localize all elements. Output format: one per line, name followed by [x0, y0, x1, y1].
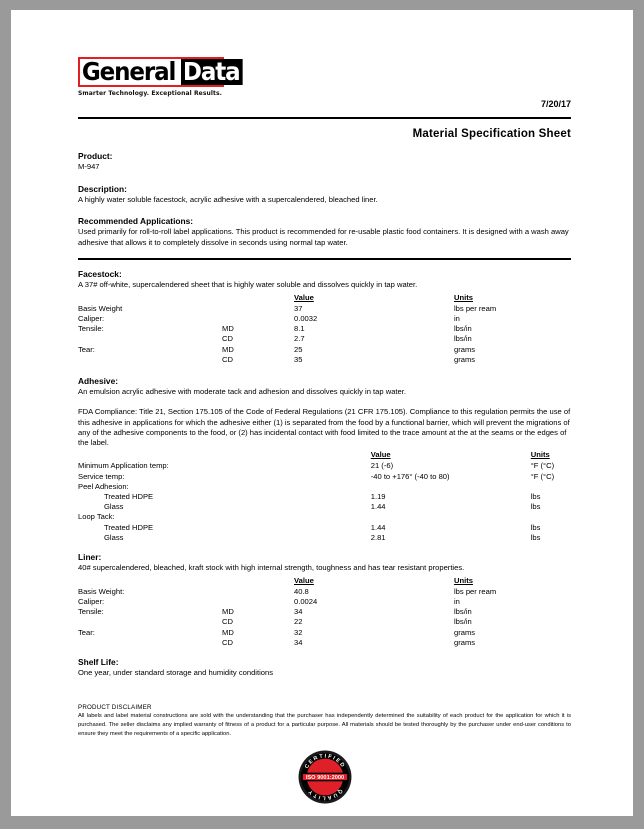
row-units: lbs/in [454, 324, 472, 334]
row-label: Treated HDPE [104, 522, 154, 532]
table-header-row [78, 450, 571, 461]
product-value: M-947 [78, 162, 100, 171]
row-value: 1.44 [370, 522, 386, 532]
table-row [78, 628, 571, 638]
row-value: 25 [294, 344, 303, 354]
table-row [78, 461, 571, 471]
table-row [78, 355, 571, 365]
row-units [531, 512, 571, 522]
iso-certification-seal-icon [298, 750, 352, 804]
row-direction [222, 587, 294, 597]
row-direction: CD [222, 617, 233, 627]
row-units: grams [454, 627, 476, 637]
table-header-row [78, 293, 571, 304]
shelf-life-text: One year, under standard storage and humidity conditions [78, 667, 274, 677]
row-value: 2.7 [294, 334, 305, 344]
disclaimer-title: PRODUCT DISCLAIMER [78, 704, 152, 712]
row-units: lbs [530, 492, 541, 502]
row-label: Peel Adhesion: [78, 481, 129, 491]
row-direction: CD [222, 334, 233, 344]
row-value: 21 (-6) [370, 461, 394, 471]
column-header-units: Units [454, 292, 473, 302]
column-header-value: Value [294, 575, 314, 585]
recommended-applications-text: Used primarily for roll-to-roll label applications. This product is recommended for re-usable plastic food containers. It is designed with a wash away adhesive that allows it to completely dissolve in seconds using normal tap water. [78, 227, 569, 247]
logo-word-data: Data [181, 59, 242, 85]
logo-word-general: General [81, 57, 176, 86]
row-value: 35 [294, 354, 303, 364]
row-label: Service temp: [78, 471, 125, 481]
description-heading: Description: [78, 183, 127, 194]
description-text: A highly water soluble facestock, acrylic adhesive with a supercalendered, bleached liner. [78, 194, 378, 204]
row-label: Basis Weight: [78, 586, 125, 596]
row-label [78, 355, 222, 365]
table-row [78, 502, 571, 512]
table-row [78, 512, 571, 522]
row-value: 34 [294, 607, 303, 617]
spacer-cell [78, 576, 222, 587]
row-units: lbs per ream [454, 303, 497, 313]
row-label: Tensile: [78, 324, 104, 334]
row-direction: CD [222, 637, 233, 647]
column-header-value: Value [294, 292, 314, 302]
row-units: lbs/in [454, 607, 472, 617]
table-header-row [78, 576, 571, 587]
row-units: lbs [530, 532, 541, 542]
row-direction [222, 597, 294, 607]
row-value: 22 [294, 617, 303, 627]
row-units: in [454, 596, 460, 606]
table-row [78, 324, 571, 334]
row-direction: MD [222, 324, 234, 334]
table-row [78, 587, 571, 597]
facestock-spec-table [78, 293, 571, 365]
row-value: 0.0024 [294, 596, 318, 606]
row-units: grams [454, 637, 476, 647]
column-header-units: Units [454, 575, 473, 585]
row-value: 1.44 [370, 502, 386, 512]
row-units: lbs per ream [454, 586, 497, 596]
row-units: lbs/in [454, 617, 472, 627]
adhesive-spec-table [78, 450, 571, 543]
row-label [78, 617, 222, 627]
row-label: Caliper: [78, 596, 105, 606]
row-units: grams [454, 344, 476, 354]
row-label: Loop Tack: [78, 512, 115, 522]
adhesive-rows [78, 461, 571, 543]
row-label [78, 334, 222, 344]
row-value: 2.81 [370, 532, 386, 542]
spacer-cell [222, 293, 294, 304]
row-value: 8.1 [294, 324, 305, 334]
seal-center-text: ISO 9001:2000 [305, 775, 344, 782]
row-direction [222, 304, 294, 314]
table-row [78, 472, 571, 482]
table-row [78, 597, 571, 607]
shelf-life-heading: Shelf Life: [78, 656, 119, 667]
row-units: °F (°C) [530, 461, 555, 471]
disclaimer-text: All labels and label material constructions are sold with the understanding that the purchaser has independently determined the suitability of each product for the application for which it is purchased. The seller disclaims any implied warranty of fitness of a product for a particular purpose. All materials should be tested thoroughly by the purchaser under end-user conditions to ensure they meet the requirements of a specific application. [78, 713, 571, 737]
facestock-rows [78, 304, 571, 365]
table-row [78, 492, 571, 502]
table-row [78, 638, 571, 648]
row-value: 37 [294, 303, 303, 313]
header-rule [78, 117, 571, 119]
row-value [371, 482, 531, 492]
row-value [371, 512, 531, 522]
table-row [78, 482, 571, 492]
spacer-cell [222, 576, 294, 587]
spacer-cell [78, 450, 371, 461]
row-label: Tear: [78, 627, 95, 637]
product-heading: Product: [78, 151, 113, 161]
table-row [78, 334, 571, 344]
column-header-value: Value [370, 450, 391, 460]
document-date: 7/20/17 [540, 99, 571, 109]
facestock-text: A 37# off-white, supercalendered sheet that is highly water soluble and dissolves quickly in tap water. [78, 280, 418, 289]
row-units: in [454, 313, 460, 323]
row-value: 1.19 [370, 492, 386, 502]
row-units: lbs [530, 522, 541, 532]
table-row [78, 314, 571, 324]
table-row [78, 533, 571, 543]
row-direction: MD [222, 607, 234, 617]
logo-wordmark [78, 57, 240, 87]
row-label: Treated HDPE [104, 492, 154, 502]
row-direction [222, 314, 294, 324]
document-content [78, 57, 571, 804]
row-units [531, 482, 571, 492]
row-value: -40 to +176° (-40 to 80) [370, 471, 450, 481]
liner-heading: Liner: [78, 552, 102, 563]
row-label: Minimum Application temp: [78, 461, 169, 471]
liner-rows [78, 587, 571, 648]
row-direction: CD [222, 354, 233, 364]
liner-text: 40# supercalendered, bleached, kraft stock with high internal strength, toughness and has tear resistant properties. [78, 563, 465, 573]
table-row [78, 523, 571, 533]
document-page [11, 10, 633, 816]
row-direction: MD [222, 344, 234, 354]
seal-top-text: CERTIFIED [303, 753, 346, 771]
section-divider [78, 258, 571, 260]
row-label [78, 638, 222, 648]
table-row [78, 617, 571, 627]
certification-seal-container [78, 750, 571, 804]
facestock-heading: Facestock: [78, 269, 122, 279]
table-row [78, 304, 571, 314]
recommended-applications-heading: Recommended Applications: [78, 216, 194, 226]
spacer-cell [78, 293, 222, 304]
row-label: Basis Weight [78, 303, 123, 313]
page-title: Material Specification Sheet [412, 128, 571, 140]
row-value: 0.0032 [294, 313, 318, 323]
company-logo [78, 57, 240, 97]
row-units: °F (°C) [530, 471, 555, 481]
row-label: Glass [104, 532, 124, 542]
table-row [78, 607, 571, 617]
row-direction: MD [222, 627, 234, 637]
row-units: lbs/in [454, 334, 472, 344]
row-units: lbs [530, 502, 541, 512]
row-units: grams [454, 354, 476, 364]
row-value: 40.8 [294, 586, 309, 596]
liner-spec-table [78, 576, 571, 648]
table-row [78, 345, 571, 355]
adhesive-fda-compliance-text: FDA Compliance: Title 21, Section 175.105 of the Code of Federal Regulations (21 CFR 175.105). Compliance to this regulation permits the use of this adhesive in applications for which the adhesive either (1) is separated from the food by a functional barrier, which will prevent the migrations of any of the adhesive components to the food, or (2) has incidental contact with food limited to the trace amount at the at the seams or the edges of the label. [78, 407, 571, 448]
row-label: Glass [104, 502, 124, 512]
product-disclaimer [78, 704, 571, 738]
adhesive-text: An emulsion acrylic adhesive with moderate tack and adhesion and dissolves quickly in tap water. [78, 386, 406, 396]
row-label: Tear: [78, 344, 95, 354]
row-value: 34 [294, 637, 303, 647]
logo-tagline: Smarter Technology. Exceptional Results. [78, 90, 223, 97]
column-header-units: Units [530, 450, 550, 460]
row-value: 32 [294, 627, 303, 637]
row-label: Tensile: [78, 607, 104, 617]
adhesive-heading: Adhesive: [78, 375, 119, 386]
row-label: Caliper: [78, 313, 105, 323]
seal-bottom-text: QUALITY [306, 787, 343, 801]
document-header [78, 57, 571, 115]
